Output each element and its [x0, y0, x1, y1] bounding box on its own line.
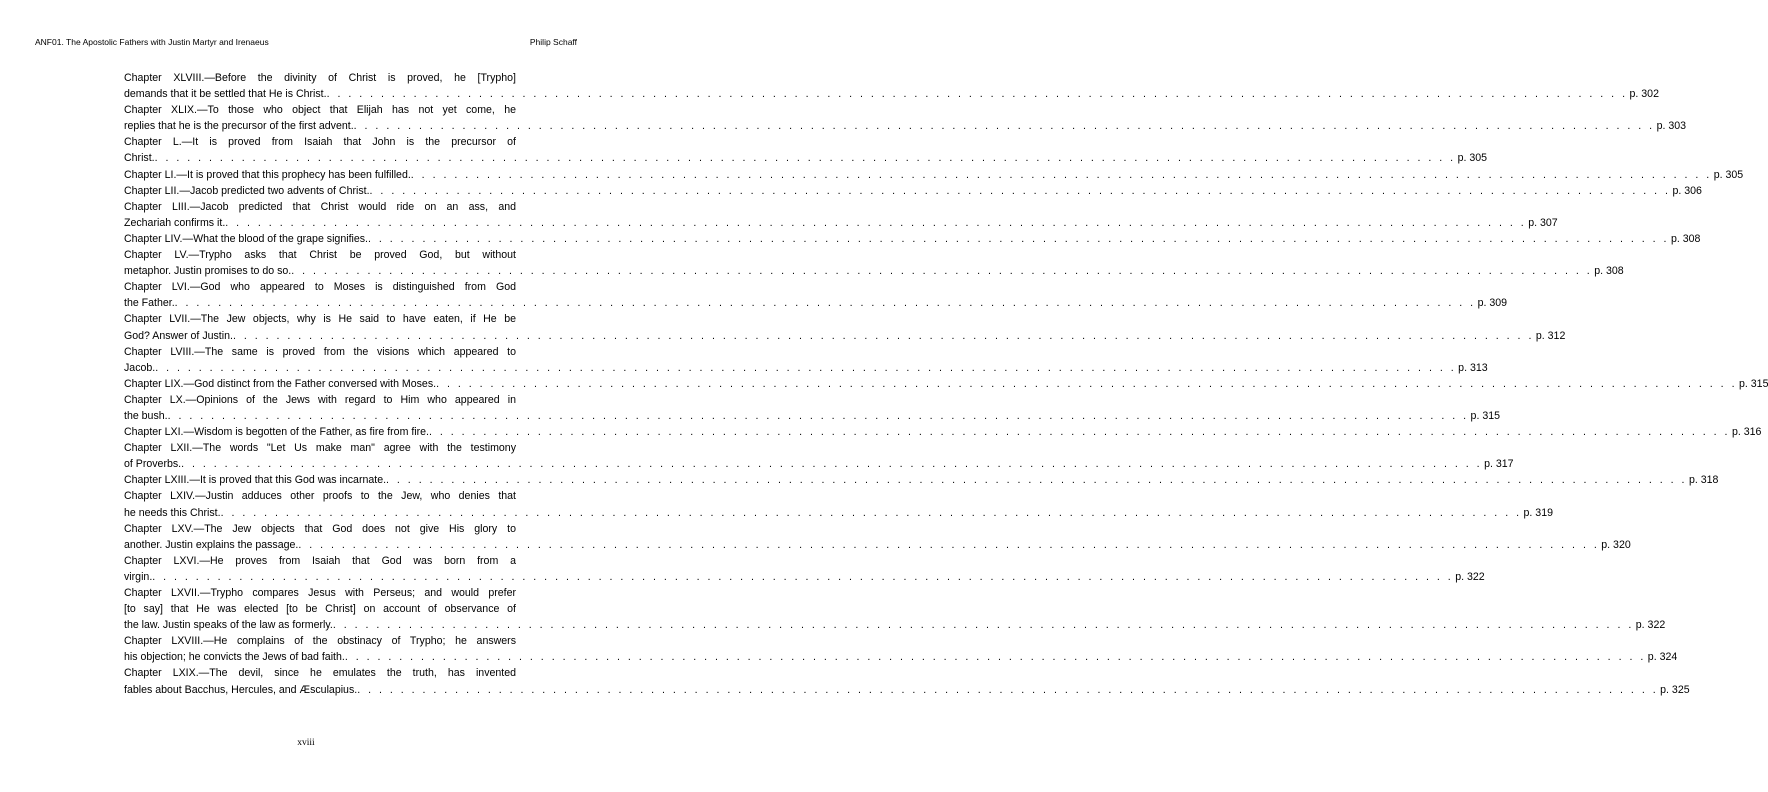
- toc-entry-last-line: [124, 231, 1701, 247]
- toc-entry-last-line: [124, 408, 1501, 424]
- leader-dots: . . . . . . . . . . . . . . . . . . . . . . . . . . . . . . . . . . . . . . . . . . . . . . . . . . . . . . . . . . . . . . . . . . . . . . . . . . . . . . . . . . . . . . . . . . . . . . . . . . . . . . . . . . . . . . . . . . . . . . . .: [174, 297, 1476, 310]
- toc-entry-page-number[interactable]: p. 306: [1672, 184, 1702, 197]
- toc-entry-last-line: [124, 569, 1485, 585]
- leader-dots: . . . . . . . . . . . . . . . . . . . . . . . . . . . . . . . . . . . . . . . . . . . . . . . . . . . . . . . . . . . . . . . . . . . . . . . . . . . . . . . . . . . . . . . . . . . . . . . . . . . . . . . . . . . . . . . . . . . . . . . .: [429, 426, 1730, 439]
- leader-dots: . . . . . . . . . . . . . . . . . . . . . . . . . . . . . . . . . . . . . . . . . . . . . . . . . . . . . . . . . . . . . . . . . . . . . . . . . . . . . . . . . . . . . . . . . . . . . . . . . . . . . . . . . . . . . . . . . . . . . . . .: [344, 651, 1646, 664]
- leader-dots: . . . . . . . . . . . . . . . . . . . . . . . . . . . . . . . . . . . . . . . . . . . . . . . . . . . . . . . . . . . . . . . . . . . . . . . . . . . . . . . . . . . . . . . . . . . . . . . . . . . . . . . . . . . . . . . . . . . . . . . .: [154, 152, 1456, 165]
- toc-entry[interactable]: [124, 199, 1558, 231]
- toc-entry-page-number[interactable]: p. 305: [1713, 168, 1744, 181]
- toc-entry-last-line: [124, 167, 1744, 183]
- toc-entry-last-line: [124, 295, 1508, 311]
- toc-entry-text-line: Chapter LIV.—What the blood of the grape signifies.: [124, 232, 369, 245]
- toc-entry-last-line: [124, 150, 1488, 166]
- toc-entry-text-line: metaphor. Justin promises to do so.: [124, 265, 292, 278]
- toc-entry-text-line: the law. Justin speaks of the law as formerly.: [124, 619, 333, 632]
- toc-entry-page-number[interactable]: p. 316: [1731, 426, 1762, 439]
- toc-entry-text-line: Chapter LX.—Opinions of the Jews with regard to Him who appeared in: [124, 393, 516, 406]
- toc-entry-last-line: [124, 424, 1762, 440]
- toc-entry-text-line: replies that he is the precursor of the first advent.: [124, 120, 354, 133]
- toc-entry-page-number[interactable]: p. 308: [1594, 265, 1624, 278]
- toc-entry[interactable]: [124, 472, 1719, 488]
- toc-entry-text-line: Chapter LXV.—The Jew objects that God does not give His glory to: [124, 522, 516, 535]
- toc-entry-text-line: Chapter LII.—Jacob predicted two advents of Christ.: [124, 184, 370, 197]
- toc-entry-text-line: Chapter LXII.—The words "Let Us make man" agree with the testimony: [124, 442, 516, 455]
- leader-dots: . . . . . . . . . . . . . . . . . . . . . . . . . . . . . . . . . . . . . . . . . . . . . . . . . . . . . . . . . . . . . . . . . . . . . . . . . . . . . . . . . . . . . . . . . . . . . . . . . . . . . . . . . . . . . . . . . . . . . . . .: [386, 474, 1687, 487]
- toc-entry[interactable]: [124, 311, 1566, 343]
- toc-entry-last-line: [124, 682, 1690, 698]
- toc-entry-last-line: [124, 215, 1558, 231]
- toc-entry[interactable]: [124, 70, 1659, 102]
- leader-dots: . . . . . . . . . . . . . . . . . . . . . . . . . . . . . . . . . . . . . . . . . . . . . . . . . . . . . . . . . . . . . . . . . . . . . . . . . . . . . . . . . . . . . . . . . . . . . . . . . . . . . . . . . . . . . . . . . . . . . . . .: [369, 184, 1671, 197]
- leader-dots: . . . . . . . . . . . . . . . . . . . . . . . . . . . . . . . . . . . . . . . . . . . . . . . . . . . . . . . . . . . . . . . . . . . . . . . . . . . . . . . . . . . . . . . . . . . . . . . . . . . . . . . . . . . . . . . . . . . . . . . .: [220, 506, 1522, 519]
- table-of-contents: [124, 70, 1768, 698]
- toc-entry-last-line: [124, 505, 1553, 521]
- toc-entry-page-number[interactable]: p. 325: [1660, 683, 1690, 696]
- leader-dots: . . . . . . . . . . . . . . . . . . . . . . . . . . . . . . . . . . . . . . . . . . . . . . . . . . . . . . . . . . . . . . . . . . . . . . . . . . . . . . . . . . . . . . . . . . . . . . . . . . . . . . . . . . . . . . . . . . . . . . . .: [155, 361, 1457, 374]
- leader-dots: . . . . . . . . . . . . . . . . . . . . . . . . . . . . . . . . . . . . . . . . . . . . . . . . . . . . . . . . . . . . . . . . . . . . . . . . . . . . . . . . . . . . . . . . . . . . . . . . . . . . . . . . . . . . . . . . . . . . . . . .: [436, 377, 1738, 390]
- toc-entry[interactable]: [124, 183, 1702, 199]
- toc-entry-text-line: Chapter XLVIII.—Before the divinity of Christ is proved, he [Trypho]: [124, 72, 516, 84]
- toc-entry[interactable]: [124, 231, 1701, 247]
- toc-entry-text-line: Christ.: [124, 152, 155, 165]
- toc-entry-last-line: [124, 472, 1719, 488]
- toc-entry-text-line: Chapter LXIV.—Justin adduces other proofs to the Jew, who denies that: [124, 490, 516, 503]
- toc-entry[interactable]: [124, 102, 1687, 134]
- toc-entry-text-line: Zechariah confirms it.: [124, 216, 226, 229]
- toc-entry-last-line: [124, 118, 1687, 134]
- toc-entry-last-line: [124, 376, 1768, 392]
- toc-entry[interactable]: [124, 167, 1744, 183]
- toc-entry-page-number[interactable]: p. 315: [1739, 377, 1768, 390]
- toc-entry-page-number[interactable]: p. 302: [1629, 88, 1659, 101]
- toc-entry[interactable]: [124, 585, 1666, 633]
- toc-entry-text-line: fables about Bacchus, Hercules, and Æsculapius.: [124, 683, 358, 696]
- leader-dots: . . . . . . . . . . . . . . . . . . . . . . . . . . . . . . . . . . . . . . . . . . . . . . . . . . . . . . . . . . . . . . . . . . . . . . . . . . . . . . . . . . . . . . . . . . . . . . . . . . . . . . . . . . . . . . . . . . . . . . . .: [332, 619, 1634, 632]
- toc-entry-text-line: the Father.: [124, 297, 175, 310]
- toc-entry[interactable]: [124, 521, 1631, 553]
- toc-entry-page-number[interactable]: p. 324: [1647, 651, 1678, 664]
- toc-entry-text-line: the bush.: [124, 409, 168, 422]
- toc-entry-text-line: Chapter LXI.—Wisdom is begotten of the Father, as fire from fire.: [124, 426, 429, 439]
- toc-entry-text-line: Chapter LIII.—Jacob predicted that Christ would ride on an ass, and: [124, 200, 516, 213]
- toc-entry[interactable]: [124, 488, 1553, 520]
- leader-dots: . . . . . . . . . . . . . . . . . . . . . . . . . . . . . . . . . . . . . . . . . . . . . . . . . . . . . . . . . . . . . . . . . . . . . . . . . . . . . . . . . . . . . . . . . . . . . . . . . . . . . . . . . . . . . . . . . . . . . . . .: [353, 120, 1655, 133]
- toc-entry-page-number[interactable]: p. 318: [1688, 474, 1719, 487]
- toc-entry-text-line: Chapter LXIII.—It is proved that this God was incarnate.: [124, 474, 387, 487]
- toc-entry-text-line: Chapter LXVI.—He proves from Isaiah that God was born from a: [124, 554, 516, 567]
- toc-entry[interactable]: [124, 344, 1488, 376]
- toc-entry-page-number[interactable]: p. 307: [1528, 216, 1558, 229]
- toc-entry-text-line: Chapter LV.—Trypho asks that Christ be proved God, but without: [124, 249, 516, 262]
- toc-entry-page-number[interactable]: p. 320: [1601, 538, 1631, 551]
- running-header-title: ANF01. The Apostolic Fathers with Justin Martyr and Irenaeus: [35, 37, 269, 47]
- toc-entry-last-line: [124, 183, 1702, 199]
- toc-entry[interactable]: [124, 665, 1690, 697]
- toc-entry-text-line: another. Justin explains the passage.: [124, 538, 299, 551]
- toc-entry-page-number[interactable]: p. 308: [1670, 232, 1701, 245]
- toc-entry[interactable]: [124, 440, 1514, 472]
- toc-entry-page-number[interactable]: p. 315: [1470, 409, 1501, 422]
- toc-entry-text-line: Chapter LXVII.—Trypho compares Jesus with Perseus; and would prefer: [124, 587, 516, 599]
- running-header-author: Philip Schaff: [529, 37, 577, 47]
- toc-entry-text-line: of Proverbs.: [124, 458, 182, 471]
- toc-entry-last-line: [124, 456, 1514, 472]
- toc-entry-text-line: he needs this Christ.: [124, 506, 221, 519]
- toc-entry-text-line: Chapter LVII.—The Jew objects, why is He said to have eaten, if He be: [124, 313, 516, 326]
- toc-entry[interactable]: [124, 134, 1488, 166]
- leader-dots: . . . . . . . . . . . . . . . . . . . . . . . . . . . . . . . . . . . . . . . . . . . . . . . . . . . . . . . . . . . . . . . . . . . . . . . . . . . . . . . . . . . . . . . . . . . . . . . . . . . . . . . . . . . . . . . . . . . . . . . .: [232, 329, 1534, 342]
- toc-entry-page-number[interactable]: p. 312: [1535, 329, 1566, 342]
- leader-dots: . . . . . . . . . . . . . . . . . . . . . . . . . . . . . . . . . . . . . . . . . . . . . . . . . . . . . . . . . . . . . . . . . . . . . . . . . . . . . . . . . . . . . . . . . . . . . . . . . . . . . . . . . . . . . . . . . . . . . . . .: [326, 88, 1628, 101]
- toc-entry-text-line: Chapter LXVIII.—He complains of the obstinacy of Trypho; he answers: [124, 635, 516, 648]
- leader-dots: . . . . . . . . . . . . . . . . . . . . . . . . . . . . . . . . . . . . . . . . . . . . . . . . . . . . . . . . . . . . . . . . . . . . . . . . . . . . . . . . . . . . . . . . . . . . . . . . . . . . . . . . . . . . . . . . . . . . . . . .: [291, 265, 1593, 278]
- toc-entry-last-line: [124, 537, 1631, 553]
- toc-entry-page-number[interactable]: p. 313: [1458, 361, 1488, 374]
- toc-entry-text-line: virgin.: [124, 570, 153, 583]
- toc-entry-text-line: Chapter LIX.—God distinct from the Father conversed with Moses.: [124, 377, 437, 390]
- toc-entry-last-line: [124, 617, 1666, 633]
- toc-entry[interactable]: [124, 247, 1624, 279]
- toc-entry-last-line: [124, 86, 1659, 102]
- leader-dots: . . . . . . . . . . . . . . . . . . . . . . . . . . . . . . . . . . . . . . . . . . . . . . . . . . . . . . . . . . . . . . . . . . . . . . . . . . . . . . . . . . . . . . . . . . . . . . . . . . . . . . . . . . . . . . . . . . . . . . . .: [357, 683, 1659, 696]
- toc-entry-text-line: Chapter LI.—It is proved that this prophecy has been fulfilled.: [124, 168, 411, 181]
- leader-dots: . . . . . . . . . . . . . . . . . . . . . . . . . . . . . . . . . . . . . . . . . . . . . . . . . . . . . . . . . . . . . . . . . . . . . . . . . . . . . . . . . . . . . . . . . . . . . . . . . . . . . . . . . . . . . . . . . . . . . . . .: [152, 570, 1454, 583]
- toc-entry-text-line: Chapter L.—It is proved from Isaiah that John is the precursor of: [124, 136, 516, 149]
- toc-entry-text-line: demands that it be settled that He is Christ.: [124, 88, 327, 101]
- toc-entry[interactable]: [124, 392, 1501, 424]
- toc-entry-page-number[interactable]: p. 309: [1477, 297, 1508, 310]
- toc-entry-text-line: [to say] that He was elected [to be Christ] on account of observance of: [124, 603, 516, 616]
- leader-dots: . . . . . . . . . . . . . . . . . . . . . . . . . . . . . . . . . . . . . . . . . . . . . . . . . . . . . . . . . . . . . . . . . . . . . . . . . . . . . . . . . . . . . . . . . . . . . . . . . . . . . . . . . . . . . . . . . . . . . . . .: [298, 538, 1600, 551]
- toc-entry-page-number[interactable]: p. 317: [1484, 458, 1514, 471]
- toc-entry[interactable]: [124, 376, 1768, 392]
- toc-entry-last-line: [124, 263, 1624, 279]
- toc-entry[interactable]: [124, 279, 1508, 311]
- toc-entry-page-number[interactable]: p. 322: [1635, 619, 1666, 632]
- toc-entry-text-line: his objection; he convicts the Jews of bad faith.: [124, 651, 345, 664]
- toc-entry-page-number[interactable]: p. 303: [1656, 120, 1687, 133]
- toc-entry-page-number[interactable]: p. 319: [1523, 506, 1553, 519]
- toc-entry[interactable]: [124, 553, 1485, 585]
- toc-entry-last-line: [124, 360, 1488, 376]
- toc-entry-page-number[interactable]: p. 322: [1455, 570, 1485, 583]
- toc-entry-page-number[interactable]: p. 305: [1457, 152, 1488, 165]
- toc-entry-text-line: God? Answer of Justin.: [124, 329, 233, 342]
- toc-entry-text-line: Jacob.: [124, 361, 156, 374]
- toc-entry-last-line: [124, 649, 1678, 665]
- toc-entry[interactable]: [124, 633, 1678, 665]
- toc-entry-text-line: Chapter LVI.—God who appeared to Moses is distinguished from God: [124, 281, 516, 294]
- page-number: xviii: [297, 738, 315, 748]
- toc-entry-text-line: Chapter XLIX.—To those who object that Elijah has not yet come, he: [124, 104, 516, 117]
- leader-dots: . . . . . . . . . . . . . . . . . . . . . . . . . . . . . . . . . . . . . . . . . . . . . . . . . . . . . . . . . . . . . . . . . . . . . . . . . . . . . . . . . . . . . . . . . . . . . . . . . . . . . . . . . . . . . . . . . . . . . . . .: [410, 168, 1712, 181]
- toc-entry-text-line: Chapter LXIX.—The devil, since he emulates the truth, has invented: [124, 667, 516, 680]
- toc-entry-text-line: Chapter LVIII.—The same is proved from the visions which appeared to: [124, 345, 516, 358]
- toc-entry-last-line: [124, 328, 1566, 344]
- toc-entry[interactable]: [124, 424, 1762, 440]
- leader-dots: . . . . . . . . . . . . . . . . . . . . . . . . . . . . . . . . . . . . . . . . . . . . . . . . . . . . . . . . . . . . . . . . . . . . . . . . . . . . . . . . . . . . . . . . . . . . . . . . . . . . . . . . . . . . . . . . . . . . . . . .: [181, 458, 1483, 471]
- leader-dots: . . . . . . . . . . . . . . . . . . . . . . . . . . . . . . . . . . . . . . . . . . . . . . . . . . . . . . . . . . . . . . . . . . . . . . . . . . . . . . . . . . . . . . . . . . . . . . . . . . . . . . . . . . . . . . . . . . . . . . . .: [225, 216, 1527, 229]
- leader-dots: . . . . . . . . . . . . . . . . . . . . . . . . . . . . . . . . . . . . . . . . . . . . . . . . . . . . . . . . . . . . . . . . . . . . . . . . . . . . . . . . . . . . . . . . . . . . . . . . . . . . . . . . . . . . . . . . . . . . . . . .: [368, 232, 1669, 245]
- leader-dots: . . . . . . . . . . . . . . . . . . . . . . . . . . . . . . . . . . . . . . . . . . . . . . . . . . . . . . . . . . . . . . . . . . . . . . . . . . . . . . . . . . . . . . . . . . . . . . . . . . . . . . . . . . . . . . . . . . . . . . . .: [167, 409, 1469, 422]
